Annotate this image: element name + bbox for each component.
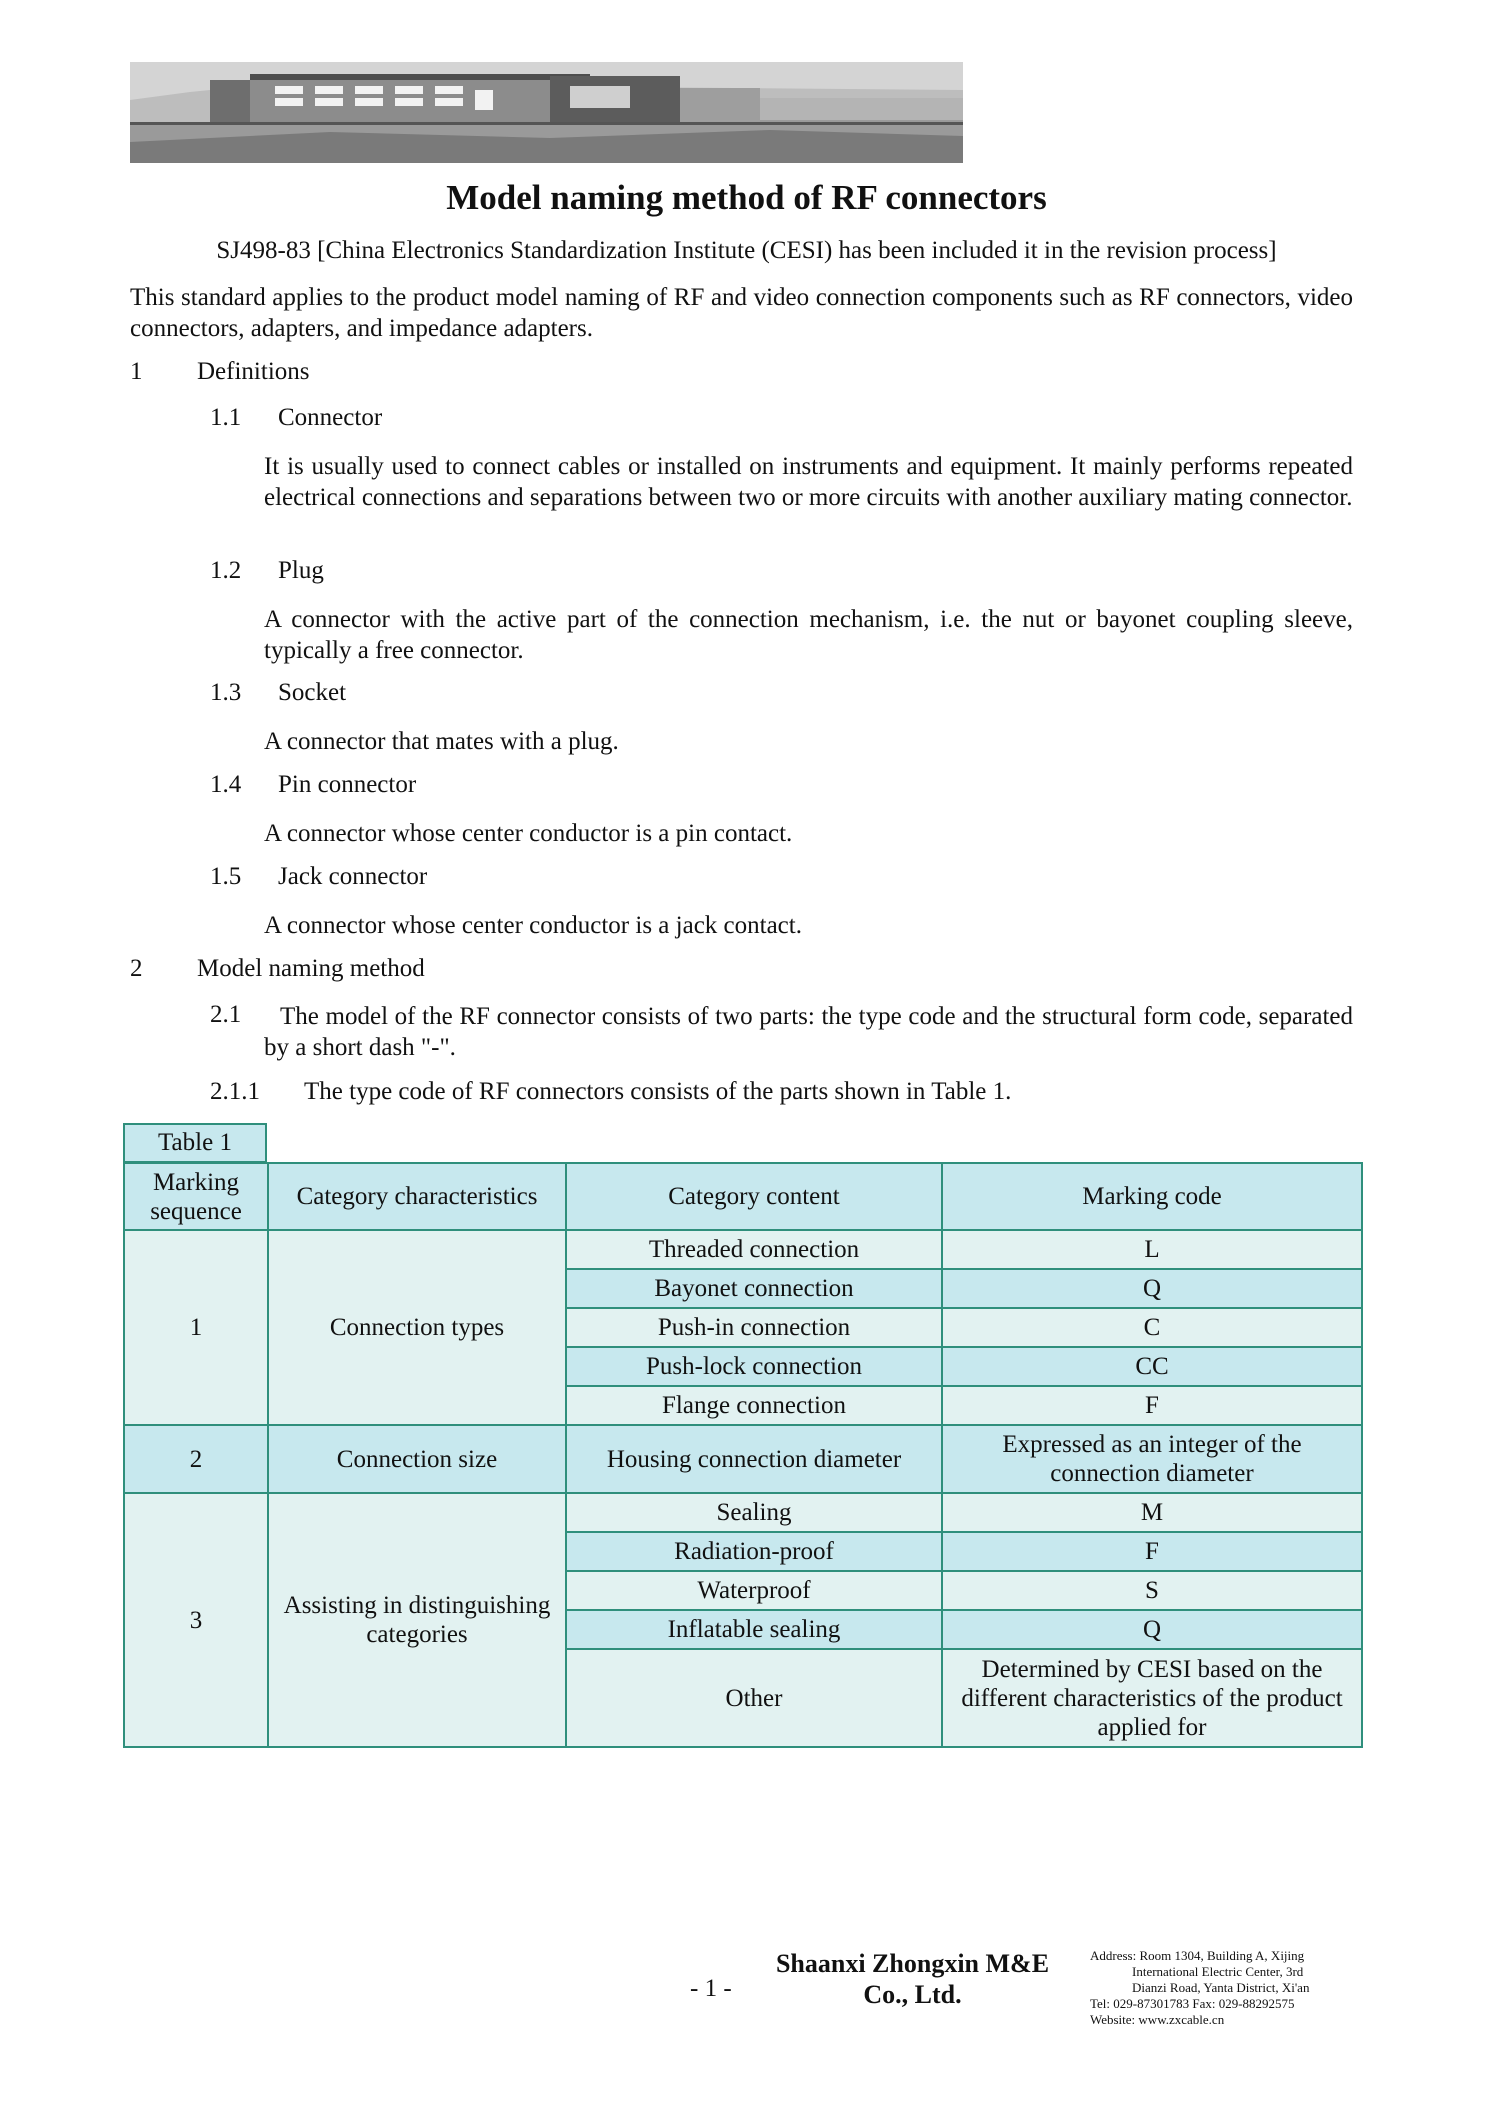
marking-code-cell: Q — [942, 1610, 1362, 1649]
category-content-cell: Threaded connection — [566, 1230, 942, 1269]
company-address — [1090, 1948, 1340, 2028]
category-content-cell: Inflatable sealing — [566, 1610, 942, 1649]
definition-text: A connector whose center conductor is a jack contact. — [264, 912, 802, 939]
section-number: 1 — [130, 358, 143, 385]
marking-code-cell: F — [942, 1386, 1362, 1425]
table-row — [124, 1425, 1362, 1493]
category-content-cell: Other — [566, 1649, 942, 1747]
category-content-cell: Push-lock connection — [566, 1347, 942, 1386]
clause-number: 1.3 — [210, 679, 242, 706]
header-banner-image — [130, 62, 963, 163]
clause-number: 1.2 — [210, 557, 242, 584]
definition-text: It is usually used to connect cables or installed on instruments and equipment. It mainly performs repeated electrical connections and separations between two or more circuits with another auxiliary mating connector. — [264, 453, 1353, 511]
address-line: Dianzi Road, Yanta District, Xi'an — [1132, 1980, 1310, 1995]
column-header: Category content — [566, 1163, 942, 1230]
marking-sequence-cell: 1 — [124, 1230, 268, 1425]
section-number: 2 — [130, 955, 143, 982]
definition-term: Socket — [278, 679, 347, 706]
category-content-cell: Sealing — [566, 1493, 942, 1532]
category-content-cell: Push-in connection — [566, 1308, 942, 1347]
marking-code-cell: CC — [942, 1347, 1362, 1386]
column-header: Marking code — [942, 1163, 1362, 1230]
document-subtitle: SJ498-83 [China Electronics Standardization Institute (CESI) has been included it in the revision process] — [216, 237, 1277, 264]
clause-text: The model of the RF connector consists of two parts: the type code and the structural form code, separated by a short dash "-". — [264, 1003, 1353, 1061]
company-name-line: Co., Ltd. — [863, 1980, 962, 2009]
category-characteristics-cell: Connection types — [268, 1230, 566, 1425]
section-heading: Definitions — [197, 358, 310, 385]
category-content-cell: Bayonet connection — [566, 1269, 942, 1308]
clause-text: The type code of RF connectors consists of the parts shown in Table 1. — [304, 1078, 1012, 1105]
definition-term: Jack connector — [278, 863, 428, 890]
category-content-cell: Housing connection diameter — [566, 1425, 942, 1493]
document-title: Model naming method of RF connectors — [446, 178, 1047, 217]
definition-text: A connector that mates with a plug. — [264, 728, 619, 755]
category-characteristics-cell: Connection size — [268, 1425, 566, 1493]
marking-code-cell: Expressed as an integer of the connection diameter — [942, 1425, 1362, 1493]
company-name-line: Shaanxi Zhongxin M&E — [775, 1949, 1050, 1978]
page-number: - 1 - — [690, 1975, 732, 2002]
definition-term: Connector — [278, 404, 383, 431]
table-row — [124, 1493, 1362, 1532]
category-content-cell: Radiation-proof — [566, 1532, 942, 1571]
marking-code-cell: C — [942, 1308, 1362, 1347]
category-characteristics-cell: Assisting in distinguishing categories — [268, 1493, 566, 1747]
clause-number: 2.1.1 — [210, 1078, 260, 1105]
address-line: Address: Room 1304, Building A, Xijing — [1090, 1948, 1305, 1963]
category-content-cell: Flange connection — [566, 1386, 942, 1425]
definition-text: A connector with the active part of the connection mechanism, i.e. the nut or bayonet coupling sleeve, typically a free connector. — [264, 606, 1353, 664]
section-heading: Model naming method — [197, 955, 425, 982]
table-caption: Table 1 — [123, 1123, 267, 1163]
company-name — [760, 1948, 1065, 2010]
address-line: International Electric Center, 3rd — [1132, 1964, 1304, 1979]
type-code-table — [123, 1162, 1363, 1748]
address-line: Tel: 029-87301783 Fax: 029-88292575 — [1090, 1996, 1295, 2011]
clause-number: 1.1 — [210, 404, 242, 431]
column-header: Category characteristics — [268, 1163, 566, 1230]
definition-text: A connector whose center conductor is a pin contact. — [264, 820, 793, 847]
clause-number: 2.1 — [210, 1001, 242, 1028]
definition-term: Plug — [278, 557, 324, 584]
marking-sequence-cell: 2 — [124, 1425, 268, 1493]
marking-code-cell: L — [942, 1230, 1362, 1269]
marking-code-cell: Q — [942, 1269, 1362, 1308]
clause-number: 1.5 — [210, 863, 242, 890]
address-line: Website: www.zxcable.cn — [1090, 2012, 1225, 2027]
marking-sequence-cell: 3 — [124, 1493, 268, 1747]
marking-code-cell: S — [942, 1571, 1362, 1610]
intro-paragraph: This standard applies to the product model naming of RF and video connection components such as RF connectors, video connectors, adapters, and impedance adapters. — [130, 284, 1353, 342]
category-content-cell: Waterproof — [566, 1571, 942, 1610]
marking-code-cell: M — [942, 1493, 1362, 1532]
definition-term: Pin connector — [278, 771, 417, 798]
table-row — [124, 1230, 1362, 1269]
marking-code-cell: Determined by CESI based on the different characteristics of the product applied for — [942, 1649, 1362, 1747]
clause-number: 1.4 — [210, 771, 242, 798]
column-header: Marking sequence — [124, 1163, 268, 1230]
marking-code-cell: F — [942, 1532, 1362, 1571]
table-header-row — [124, 1163, 1362, 1230]
